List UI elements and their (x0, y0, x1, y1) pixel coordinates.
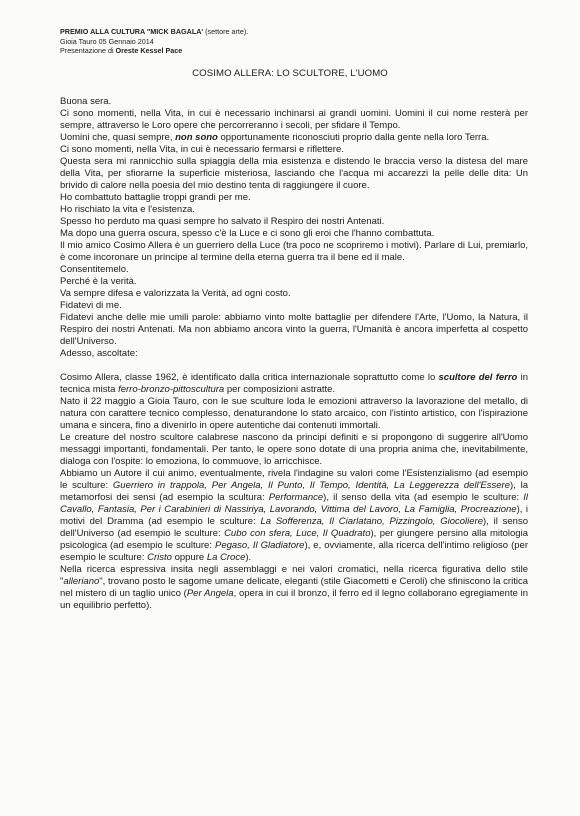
emphasis: scultore del ferro (438, 372, 518, 383)
text-run: oppure (171, 552, 207, 563)
text-run: ), e, ovviamente, alla ricerca dell'intimo religioso (per esempio le sculture: (60, 540, 528, 563)
document-title: COSIMO ALLERA: LO SCULTORE, L'UOMO (192, 68, 388, 79)
paragraph: Consentitemelo. (60, 264, 129, 275)
award-sector: (settore arte). (203, 27, 249, 36)
artwork-titles: Performance (268, 492, 324, 503)
text-run: opportunamente riconosciuti proprio dalla gente nella loro Terra. (217, 132, 490, 143)
text-run: per composizioni astratte. (224, 384, 336, 395)
paragraph-bio (60, 372, 528, 396)
award-line (60, 27, 248, 37)
paragraph-gap (60, 360, 528, 372)
text-run: Abbiamo un Autore il cui animo, eventualmente, rivela l'indagine su valori come l'Esistenzialismo (ad esempio le sculture: (60, 468, 528, 491)
document-body (60, 96, 528, 612)
artwork-titles: Il Cavallo, Fantasia, Per i Carabinieri di Nassiriya, Lavorando, Vittima del Lavoro, La Famiglia, Procreazione (60, 492, 529, 515)
artwork-titles: Cristo (147, 552, 172, 563)
document-header (60, 27, 248, 56)
text-run: ), per giungere persino alla mitologia psicologica (ad esempio le sculture: (60, 528, 528, 551)
paragraph-bio (60, 468, 528, 564)
artwork-titles: La Croce (206, 552, 246, 563)
paragraph: Il mio amico Cosimo Allera è un guerriero della Luce (tra poco ne scopriremo i motivi). Parlare di Lui, premiarlo, è come incoronare un principe al termine della eterna guerra tra il bene ed il male. (60, 240, 528, 263)
text-run: ), la metamorfosi dei sensi (ad esempio la scultura: (60, 480, 529, 503)
paragraph: Ci sono momenti, nella Vita, in cui è necessario inchinarsi ai grandi uomini. Uomini il cui nome resterà per sempre, attraverso le Loro opere che percorreranno i secoli, per sfidare il Tempo. (60, 108, 528, 131)
paragraph-greeting: Buona sera. (60, 96, 112, 107)
text-run: Uomini che, quasi sempre, (60, 132, 176, 143)
emphasis: ferro-bronzo-pittoscultura (118, 384, 225, 395)
paragraph: Ho rischiato la vita e l'esistenza. (60, 204, 195, 215)
paragraph: Fidatevi di me. (60, 300, 122, 311)
paragraph: Spesso ho perduto ma quasi sempre ho salvato il Respiro dei nostri Antenati. (60, 216, 385, 227)
paragraph: Fidatevi anche delle mie umili parole: abbiamo vinto molte battaglie per difendere l'Arte, l'Uomo, la Natura, il Respiro dei nostri Antenati. Ma non abbiamo ancora vinto la guerra, l'Umanità è ancora imperfetta al cospetto dell'Universo. (60, 312, 528, 347)
paragraph: Adesso, ascoltate: (60, 348, 138, 359)
text-run: , opera in cui il bronzo, il ferro ed il legno collaborano egregiamente in un equilibrio perfetto). (60, 588, 529, 611)
artwork-titles: Guerriero in trappola, Per Angela, Il Punto, Il Tempo, Identità, La Leggerezza dell'Essere (112, 480, 511, 491)
text-run: ), i motivi del Dramma (ad esempio le sculture: (60, 504, 529, 527)
place-date: Gioia Tauro 05 Gennaio 2014 (60, 36, 154, 46)
award-name: PREMIO ALLA CULTURA "MICK BAGALA' (60, 27, 204, 36)
artwork-titles: Cubo con sfera, Luce, Il Quadrato (224, 528, 371, 539)
paragraph: Ma dopo una guerra oscura, spesso c'è la Luce e ci sono gli eroi che l'hanno combattuta. (60, 228, 435, 239)
paragraph-bio (60, 564, 528, 612)
paragraph: Ho combattuto battaglie troppi grandi per me. (60, 192, 251, 203)
text-run: in tecnica mista (60, 372, 528, 395)
paragraph: Questa sera mi rannicchio sulla spiaggia della mia esistenza e distendo le braccia verso la distesa del mare della Vita, per sfiorarne la superficie misteriosa, lasciando che l'acqua mi accarezzi la pelle delle dita: Un brivido di calore nella poesia del mio destino tenta di raggiungere il cuore. (60, 156, 528, 191)
text-run: Nella ricerca espressiva insita negli assemblaggi e nei valori cromatici, nella ricerca figurativa dello stile " (60, 564, 528, 587)
paragraph: Va sempre difesa e valorizzata la Verità, ad ogni costo. (60, 288, 291, 299)
emphasis: alleriano (63, 576, 100, 587)
presenter-name: Oreste Kessel Pace (115, 46, 183, 56)
text-run: ), il senso dell'Universo (ad esempio le sculture: (60, 516, 528, 539)
text-run: ), il senso della vita (ad esempio le sculture: (323, 492, 524, 503)
paragraph (60, 132, 528, 144)
artwork-titles: Pegaso, Il Gladiatore (215, 540, 305, 551)
artwork-titles: Per Angela (186, 588, 234, 599)
paragraph-bio: Nato il 22 maggio a Gioia Tauro, con le sue sculture loda le emozioni attraverso la lavorazione del metallo, di natura con carattere tecnico complesso, denaturandone lo stato arcaico, con l'istinto artistico, con l'ispirazione umana e sincera, fino a divenirlo in opere autentiche dai contenuti immortali. (60, 396, 528, 431)
presenter-line (60, 46, 248, 56)
paragraph: Ci sono momenti, nella Vita, in cui è necessario fermarsi e riflettere. (60, 144, 344, 155)
emphasis: non sono (175, 132, 218, 143)
text-run: Cosimo Allera, classe 1962, è identificato dalla critica internazionale soprattutto come lo (60, 372, 439, 383)
artwork-titles: La Sofferenza, Il Ciarlatano, Pizzingolo, Giocoliere (260, 516, 484, 527)
text-run: ). (245, 552, 252, 563)
text-run: ", trovano posto le sagome umane delicate, eleganti (stile Giacometti e Ceroli) che sfiniscono la critica nel mistero di un taglio unico ( (60, 576, 528, 599)
paragraph-bio: Le creature del nostro scultore calabrese nascono da principi definiti e si propongono di suggerire all'Uomo messaggi importanti, fondamentali. Per tanto, le opere sono dotate di una propria anima che, inevitabilmente, dialoga con l'ospite: lo emoziona, lo commuove, lo arricchisce. (60, 432, 528, 467)
presenter-prefix: Presentazione di (60, 46, 116, 56)
paragraph: Perché è la verità. (60, 276, 137, 287)
